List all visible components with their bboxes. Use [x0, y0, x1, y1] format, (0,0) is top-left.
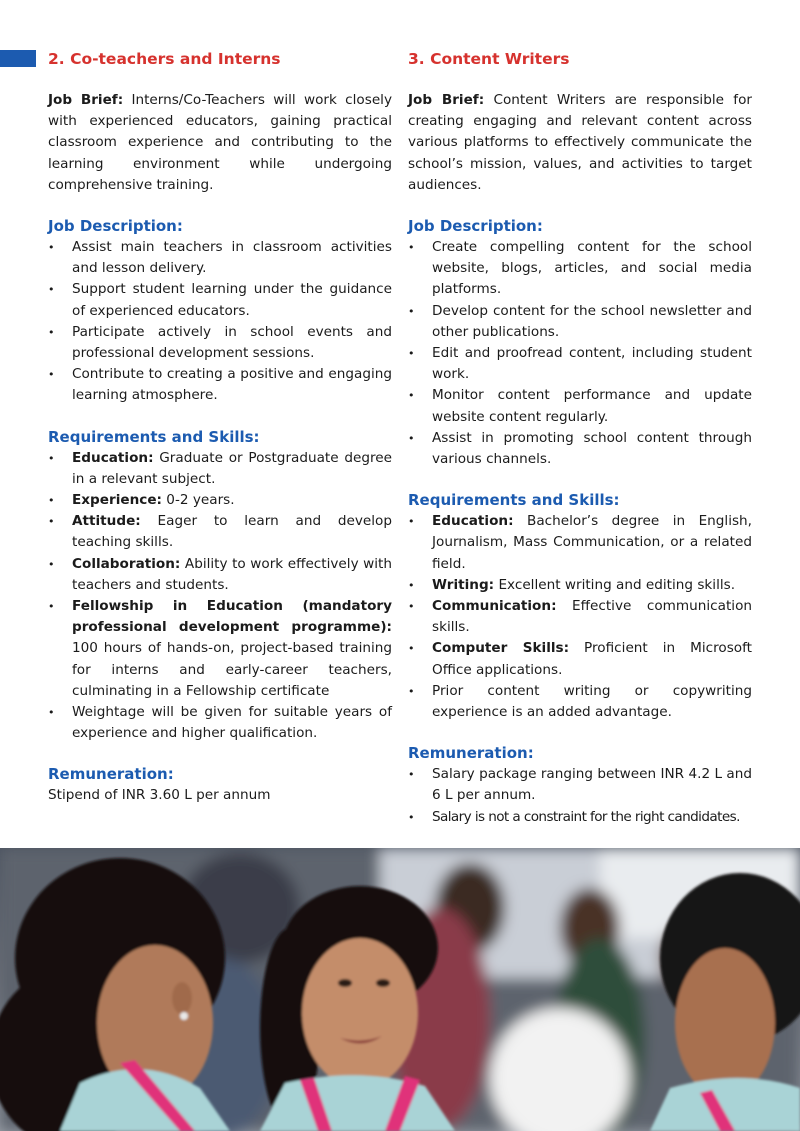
remuneration-text: Stipend of INR 3.60 L per annum [48, 787, 271, 804]
list-item: • Monitor content performance and update website content regularly. [408, 385, 752, 427]
requirements-list [48, 448, 392, 745]
item-text: Eager to learn and develop teaching skills. [72, 513, 392, 551]
list-item [408, 575, 752, 596]
list-item [408, 596, 752, 638]
list-item [48, 448, 392, 490]
item-label: Fellowship in Education (mandatory professional development programme): [72, 598, 392, 636]
list-item [48, 702, 392, 744]
remuneration-heading: Remuneration: [48, 765, 174, 784]
column-content-writers [408, 48, 752, 828]
item-text: Prior content writing or copywriting experience is an added advantage. [432, 682, 752, 721]
column-co-teachers [48, 48, 392, 807]
item-label: Education: [432, 513, 514, 530]
list-item: • Develop content for the school newsletter and other publications. [408, 301, 752, 343]
item-text: Effective communication skills. [432, 598, 752, 636]
job-description-heading: Job Description: [408, 217, 543, 236]
job-description-list [408, 237, 752, 470]
item-text: Ability to work effectively with teachers and students. [72, 555, 392, 593]
item-text: 100 hours of hands-on, project-based training for interns and early-career teachers, culminating in a Fellowship certificate [72, 640, 392, 699]
requirements-list [408, 511, 752, 723]
item-text: Weightage will be given for suitable years of experience and higher qualification. [72, 704, 392, 742]
list-item: • Create compelling content for the school website, blogs, articles, and social media platforms. [408, 237, 752, 301]
list-item [408, 511, 752, 575]
requirements-heading: Requirements and Skills: [408, 491, 620, 510]
list-item [408, 681, 752, 723]
list-item: • Assist in promoting school content through various channels. [408, 428, 752, 470]
job-brief-label: Job Brief: [408, 92, 485, 108]
list-item [48, 596, 392, 702]
requirements-heading: Requirements and Skills: [48, 427, 260, 446]
job-brief-text: Content Writers are responsible for creating engaging and relevant content across various platforms to effectively communicate the school’s mission, values, and activities to target audiences. [408, 92, 752, 193]
item-label: Computer Skills: [432, 640, 570, 657]
list-item: • Edit and proofread content, including student work. [408, 343, 752, 385]
remuneration-list [408, 764, 752, 828]
item-text: Excellent writing and editing skills. [494, 576, 736, 593]
list-item [48, 554, 392, 596]
item-label: Collaboration: [72, 555, 181, 572]
item-text: 0-2 years. [161, 492, 235, 509]
list-item [48, 511, 392, 553]
job-description-list [48, 237, 392, 407]
section-title-co-teachers: 2. Co-teachers and Interns [48, 50, 281, 68]
list-item: • Salary is not a constraint for the right candidates. [408, 807, 752, 828]
list-item: • Assist main teachers in classroom activities and lesson delivery. [48, 237, 392, 279]
list-item [48, 490, 392, 511]
item-label: Communication: [432, 598, 557, 615]
list-item: • Contribute to creating a positive and engaging learning atmosphere. [48, 364, 392, 406]
job-description-heading: Job Description: [48, 217, 183, 236]
item-text: Graduate or Postgraduate degree in a relevant subject. [72, 449, 392, 487]
students-photo [0, 848, 800, 1131]
list-item: • Salary package ranging between INR 4.2 L and 6 L per annum. [408, 764, 752, 806]
job-brief [408, 90, 752, 196]
item-label: Education: [72, 449, 154, 466]
job-brief [48, 90, 392, 196]
remuneration-heading: Remuneration: [408, 744, 534, 763]
section-title-content-writers: 3. Content Writers [408, 50, 570, 68]
job-brief-text: Interns/Co-Teachers will work closely with experienced educators, gaining practical classroom experience and contributing to the learning environment while undergoing comprehensive training. [48, 92, 393, 193]
item-label: Experience: [72, 492, 162, 509]
list-item: • Participate actively in school events and professional development sessions. [48, 322, 392, 364]
item-label: Writing: [432, 576, 495, 593]
students-illustration [0, 848, 800, 1131]
item-text: Proficient in Microsoft Office applications. [432, 640, 752, 678]
accent-bar [0, 50, 36, 67]
job-brief-label: Job Brief: [48, 92, 124, 108]
list-item [408, 638, 752, 680]
item-text: Bachelor’s degree in English, Journalism, Mass Communication, or a related field. [432, 513, 752, 572]
list-item: • Support student learning under the guidance of experienced educators. [48, 279, 392, 321]
item-label: Attitude: [72, 513, 141, 530]
